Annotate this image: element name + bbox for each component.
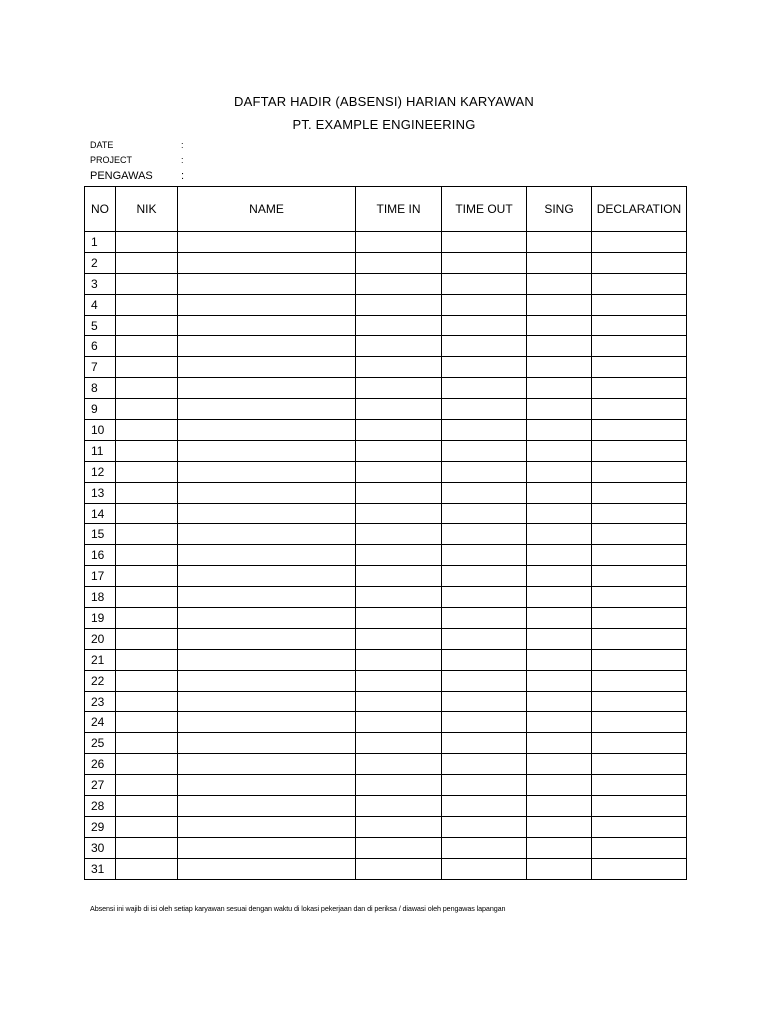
nik-cell[interactable] [116, 754, 178, 775]
meta-date-row [90, 138, 184, 152]
pengawas-label: PENGAWAS [90, 170, 153, 182]
row-number: 13 [85, 482, 116, 503]
table-row [85, 712, 687, 733]
nik-cell[interactable] [116, 273, 178, 294]
time-out-cell[interactable] [442, 357, 527, 378]
nik-cell[interactable] [116, 399, 178, 420]
time-out-cell[interactable] [442, 545, 527, 566]
table-row [85, 357, 687, 378]
row-number: 19 [85, 608, 116, 629]
name-cell[interactable] [178, 461, 356, 482]
meta-pengawas-row [90, 169, 184, 183]
time-in-cell[interactable] [356, 587, 442, 608]
name-cell[interactable] [178, 357, 356, 378]
sign-cell[interactable] [527, 420, 592, 441]
time-in-cell[interactable] [356, 232, 442, 253]
table-row [85, 628, 687, 649]
declaration-cell[interactable] [592, 587, 687, 608]
row-number: 10 [85, 420, 116, 441]
sign-cell[interactable] [527, 670, 592, 691]
footnote: Absensi ini wajib di isi oleh setiap karyawan sesuai dengan waktu di lokasi pekerjaan dan di periksa / diawasi oleh pengawas lapangan [90, 904, 506, 913]
time-out-cell[interactable] [442, 649, 527, 670]
nik-cell[interactable] [116, 587, 178, 608]
declaration-cell[interactable] [592, 336, 687, 357]
declaration-cell[interactable] [592, 399, 687, 420]
row-number: 11 [85, 440, 116, 461]
table-row [85, 294, 687, 315]
declaration-cell[interactable] [592, 503, 687, 524]
declaration-cell[interactable] [592, 378, 687, 399]
time-in-cell[interactable] [356, 628, 442, 649]
sign-cell[interactable] [527, 608, 592, 629]
declaration-cell[interactable] [592, 440, 687, 461]
nik-cell[interactable] [116, 294, 178, 315]
declaration-cell[interactable] [592, 273, 687, 294]
row-number: 21 [85, 649, 116, 670]
column-header-time-out: TIME OUT [442, 187, 527, 232]
sign-cell[interactable] [527, 796, 592, 817]
declaration-cell[interactable] [592, 858, 687, 879]
column-header-nik: NIK [116, 187, 178, 232]
name-cell[interactable] [178, 587, 356, 608]
name-cell[interactable] [178, 420, 356, 441]
declaration-cell[interactable] [592, 420, 687, 441]
column-header-no: NO [85, 187, 116, 232]
time-in-cell[interactable] [356, 378, 442, 399]
declaration-cell[interactable] [592, 461, 687, 482]
row-number: 15 [85, 524, 116, 545]
name-cell[interactable] [178, 796, 356, 817]
sign-cell[interactable] [527, 858, 592, 879]
sign-cell[interactable] [527, 378, 592, 399]
row-number: 14 [85, 503, 116, 524]
row-number: 20 [85, 628, 116, 649]
time-out-cell[interactable] [442, 503, 527, 524]
time-in-cell[interactable] [356, 566, 442, 587]
declaration-cell[interactable] [592, 357, 687, 378]
table-row [85, 420, 687, 441]
time-out-cell[interactable] [442, 482, 527, 503]
project-separator: : [181, 155, 184, 165]
sign-cell[interactable] [527, 545, 592, 566]
declaration-cell[interactable] [592, 816, 687, 837]
date-label: DATE [90, 140, 114, 150]
time-in-cell[interactable] [356, 420, 442, 441]
time-out-cell[interactable] [442, 670, 527, 691]
time-in-cell[interactable] [356, 649, 442, 670]
table-row [85, 754, 687, 775]
name-cell[interactable] [178, 733, 356, 754]
time-in-cell[interactable] [356, 273, 442, 294]
time-out-cell[interactable] [442, 691, 527, 712]
row-number: 9 [85, 399, 116, 420]
sign-cell[interactable] [527, 816, 592, 837]
table-header-row [85, 187, 687, 232]
time-out-cell[interactable] [442, 628, 527, 649]
row-number: 29 [85, 816, 116, 837]
nik-cell[interactable] [116, 336, 178, 357]
declaration-cell[interactable] [592, 232, 687, 253]
name-cell[interactable] [178, 378, 356, 399]
row-number: 24 [85, 712, 116, 733]
name-cell[interactable] [178, 775, 356, 796]
time-in-cell[interactable] [356, 712, 442, 733]
time-out-cell[interactable] [442, 566, 527, 587]
time-in-cell[interactable] [356, 357, 442, 378]
sign-cell[interactable] [527, 440, 592, 461]
nik-cell[interactable] [116, 566, 178, 587]
time-in-cell[interactable] [356, 816, 442, 837]
company-name: PT. EXAMPLE ENGINEERING [292, 117, 476, 132]
row-number: 1 [85, 232, 116, 253]
time-out-cell[interactable] [442, 775, 527, 796]
nik-cell[interactable] [116, 503, 178, 524]
name-cell[interactable] [178, 232, 356, 253]
nik-cell[interactable] [116, 816, 178, 837]
table-row [85, 232, 687, 253]
row-number: 6 [85, 336, 116, 357]
row-number: 31 [85, 858, 116, 879]
table-row [85, 858, 687, 879]
time-out-cell[interactable] [442, 440, 527, 461]
nik-cell[interactable] [116, 608, 178, 629]
nik-cell[interactable] [116, 649, 178, 670]
table-row [85, 587, 687, 608]
row-number: 8 [85, 378, 116, 399]
name-cell[interactable] [178, 315, 356, 336]
name-cell[interactable] [178, 503, 356, 524]
row-number: 7 [85, 357, 116, 378]
time-out-cell[interactable] [442, 378, 527, 399]
declaration-cell[interactable] [592, 754, 687, 775]
sign-cell[interactable] [527, 712, 592, 733]
sign-cell[interactable] [527, 357, 592, 378]
time-out-cell[interactable] [442, 315, 527, 336]
name-cell[interactable] [178, 545, 356, 566]
time-in-cell[interactable] [356, 608, 442, 629]
time-out-cell[interactable] [442, 294, 527, 315]
declaration-cell[interactable] [592, 566, 687, 587]
time-out-cell[interactable] [442, 252, 527, 273]
name-cell[interactable] [178, 336, 356, 357]
nik-cell[interactable] [116, 670, 178, 691]
name-cell[interactable] [178, 858, 356, 879]
column-header-declaration: DECLARATION [592, 187, 687, 232]
time-in-cell[interactable] [356, 252, 442, 273]
nik-cell[interactable] [116, 858, 178, 879]
time-out-cell[interactable] [442, 837, 527, 858]
date-separator: : [181, 140, 184, 150]
declaration-cell[interactable] [592, 482, 687, 503]
time-out-cell[interactable] [442, 399, 527, 420]
name-cell[interactable] [178, 482, 356, 503]
declaration-cell[interactable] [592, 837, 687, 858]
time-in-cell[interactable] [356, 796, 442, 817]
table-row [85, 545, 687, 566]
time-in-cell[interactable] [356, 482, 442, 503]
pengawas-separator: : [181, 170, 185, 182]
row-number: 30 [85, 837, 116, 858]
table-row [85, 503, 687, 524]
sign-cell[interactable] [527, 336, 592, 357]
row-number: 16 [85, 545, 116, 566]
meta-project-row [90, 153, 184, 167]
time-out-cell[interactable] [442, 587, 527, 608]
row-number: 25 [85, 733, 116, 754]
name-cell[interactable] [178, 524, 356, 545]
table-row [85, 733, 687, 754]
row-number: 2 [85, 252, 116, 273]
row-number: 3 [85, 273, 116, 294]
nik-cell[interactable] [116, 378, 178, 399]
sign-cell[interactable] [527, 399, 592, 420]
sign-cell[interactable] [527, 503, 592, 524]
attendance-table [84, 186, 687, 880]
declaration-cell[interactable] [592, 315, 687, 336]
declaration-cell[interactable] [592, 628, 687, 649]
name-cell[interactable] [178, 816, 356, 837]
column-header-name: NAME [178, 187, 356, 232]
declaration-cell[interactable] [592, 733, 687, 754]
nik-cell[interactable] [116, 252, 178, 273]
time-in-cell[interactable] [356, 691, 442, 712]
name-cell[interactable] [178, 608, 356, 629]
table-row [85, 566, 687, 587]
time-out-cell[interactable] [442, 754, 527, 775]
declaration-cell[interactable] [592, 775, 687, 796]
name-cell[interactable] [178, 628, 356, 649]
declaration-cell[interactable] [592, 649, 687, 670]
sign-cell[interactable] [527, 587, 592, 608]
time-in-cell[interactable] [356, 545, 442, 566]
sign-cell[interactable] [527, 294, 592, 315]
time-in-cell[interactable] [356, 336, 442, 357]
sign-cell[interactable] [527, 754, 592, 775]
time-in-cell[interactable] [356, 670, 442, 691]
sign-cell[interactable] [527, 628, 592, 649]
row-number: 28 [85, 796, 116, 817]
name-cell[interactable] [178, 837, 356, 858]
document-title: DAFTAR HADIR (ABSENSI) HARIAN KARYAWAN [234, 94, 534, 109]
sign-cell[interactable] [527, 733, 592, 754]
time-out-cell[interactable] [442, 858, 527, 879]
name-cell[interactable] [178, 566, 356, 587]
table-row [85, 461, 687, 482]
table-row [85, 524, 687, 545]
row-number: 12 [85, 461, 116, 482]
nik-cell[interactable] [116, 440, 178, 461]
table-row [85, 837, 687, 858]
sign-cell[interactable] [527, 461, 592, 482]
nik-cell[interactable] [116, 524, 178, 545]
row-number: 27 [85, 775, 116, 796]
row-number: 23 [85, 691, 116, 712]
name-cell[interactable] [178, 649, 356, 670]
name-cell[interactable] [178, 294, 356, 315]
table-row [85, 649, 687, 670]
name-cell[interactable] [178, 754, 356, 775]
table-row [85, 315, 687, 336]
row-number: 5 [85, 315, 116, 336]
row-number: 26 [85, 754, 116, 775]
nik-cell[interactable] [116, 712, 178, 733]
declaration-cell[interactable] [592, 796, 687, 817]
time-in-cell[interactable] [356, 775, 442, 796]
table-row [85, 378, 687, 399]
time-in-cell[interactable] [356, 461, 442, 482]
declaration-cell[interactable] [592, 252, 687, 273]
column-header-sing: SING [527, 187, 592, 232]
time-out-cell[interactable] [442, 232, 527, 253]
time-out-cell[interactable] [442, 733, 527, 754]
table-row [85, 816, 687, 837]
sign-cell[interactable] [527, 775, 592, 796]
table-row [85, 440, 687, 461]
time-in-cell[interactable] [356, 315, 442, 336]
time-out-cell[interactable] [442, 336, 527, 357]
time-in-cell[interactable] [356, 524, 442, 545]
table-row [85, 691, 687, 712]
name-cell[interactable] [178, 440, 356, 461]
sign-cell[interactable] [527, 649, 592, 670]
declaration-cell[interactable] [592, 670, 687, 691]
sign-cell[interactable] [527, 482, 592, 503]
time-out-cell[interactable] [442, 712, 527, 733]
nik-cell[interactable] [116, 482, 178, 503]
table-row [85, 775, 687, 796]
nik-cell[interactable] [116, 357, 178, 378]
declaration-cell[interactable] [592, 524, 687, 545]
declaration-cell[interactable] [592, 294, 687, 315]
sign-cell[interactable] [527, 837, 592, 858]
nik-cell[interactable] [116, 420, 178, 441]
sign-cell[interactable] [527, 566, 592, 587]
sign-cell[interactable] [527, 232, 592, 253]
time-out-cell[interactable] [442, 816, 527, 837]
attendance-table-body [85, 232, 687, 880]
table-row [85, 670, 687, 691]
sign-cell[interactable] [527, 524, 592, 545]
nik-cell[interactable] [116, 315, 178, 336]
name-cell[interactable] [178, 670, 356, 691]
time-out-cell[interactable] [442, 524, 527, 545]
declaration-cell[interactable] [592, 545, 687, 566]
name-cell[interactable] [178, 712, 356, 733]
sign-cell[interactable] [527, 252, 592, 273]
nik-cell[interactable] [116, 733, 178, 754]
table-row [85, 482, 687, 503]
sign-cell[interactable] [527, 691, 592, 712]
name-cell[interactable] [178, 399, 356, 420]
row-number: 18 [85, 587, 116, 608]
declaration-cell[interactable] [592, 712, 687, 733]
row-number: 22 [85, 670, 116, 691]
time-in-cell[interactable] [356, 503, 442, 524]
time-in-cell[interactable] [356, 754, 442, 775]
name-cell[interactable] [178, 252, 356, 273]
time-in-cell[interactable] [356, 440, 442, 461]
time-in-cell[interactable] [356, 399, 442, 420]
time-in-cell[interactable] [356, 733, 442, 754]
project-label: PROJECT [90, 155, 133, 165]
sign-cell[interactable] [527, 273, 592, 294]
nik-cell[interactable] [116, 775, 178, 796]
time-out-cell[interactable] [442, 608, 527, 629]
table-row [85, 399, 687, 420]
time-in-cell[interactable] [356, 294, 442, 315]
row-number: 4 [85, 294, 116, 315]
nik-cell[interactable] [116, 691, 178, 712]
name-cell[interactable] [178, 691, 356, 712]
time-in-cell[interactable] [356, 837, 442, 858]
nik-cell[interactable] [116, 796, 178, 817]
column-header-time-in: TIME IN [356, 187, 442, 232]
declaration-cell[interactable] [592, 608, 687, 629]
nik-cell[interactable] [116, 232, 178, 253]
table-row [85, 796, 687, 817]
time-out-cell[interactable] [442, 273, 527, 294]
sign-cell[interactable] [527, 315, 592, 336]
time-out-cell[interactable] [442, 796, 527, 817]
declaration-cell[interactable] [592, 691, 687, 712]
nik-cell[interactable] [116, 461, 178, 482]
row-number: 17 [85, 566, 116, 587]
nik-cell[interactable] [116, 545, 178, 566]
table-row [85, 608, 687, 629]
time-in-cell[interactable] [356, 858, 442, 879]
nik-cell[interactable] [116, 837, 178, 858]
table-row [85, 273, 687, 294]
nik-cell[interactable] [116, 628, 178, 649]
table-row [85, 336, 687, 357]
time-out-cell[interactable] [442, 420, 527, 441]
name-cell[interactable] [178, 273, 356, 294]
time-out-cell[interactable] [442, 461, 527, 482]
table-row [85, 252, 687, 273]
